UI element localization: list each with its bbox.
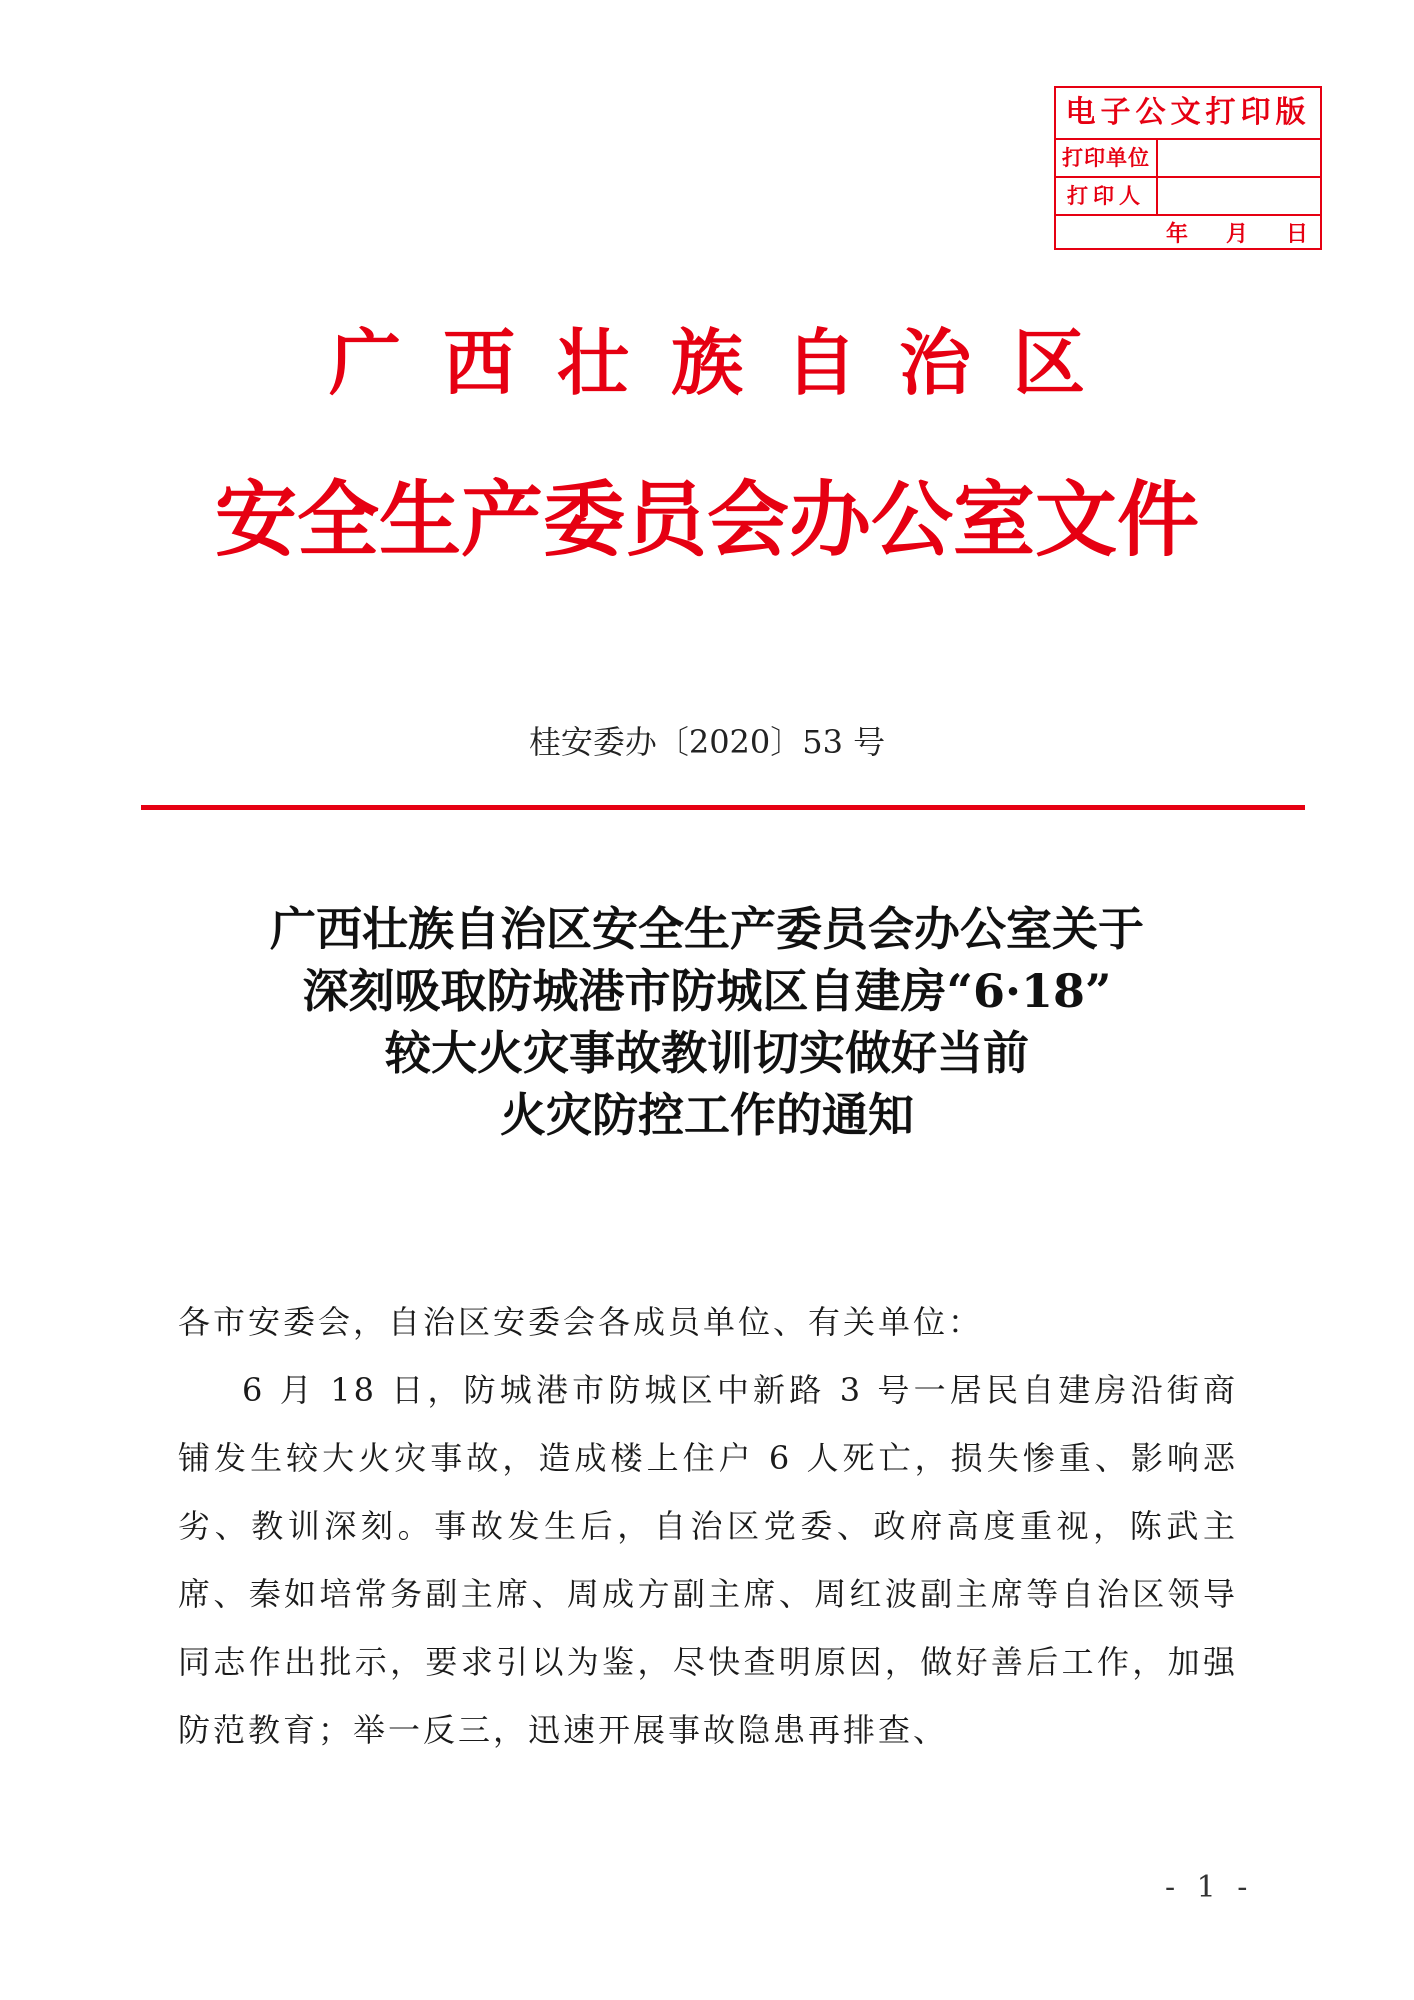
- body-paragraph: 6 月 18 日，防城港市防城区中新路 3 号一居民自建房沿街商铺发生较大火灾事故，造成楼上住户 6 人死亡，损失惨重、影响恶劣、教训深刻。事故发生后，自治区党委、政府高度重视，陈武主席、秦如培常务副主席、周成方副主席、周红波副主席等自治区领导同志作出批示，要求引以为鉴，尽快查明原因，做好善后工作，加强防范教育；举一反三，迅速开展事故隐患再排查、: [178, 1371, 1238, 1749]
- stamp-title: 电子公文打印版: [1056, 88, 1320, 140]
- stamp-year: 年: [1165, 222, 1188, 247]
- title-line: 火灾防控工作的通知: [500, 1088, 914, 1142]
- document-number: 桂安委办〔2020〕53 号: [528, 723, 886, 761]
- stamp-unit-row: [1056, 140, 1320, 178]
- stamp-date: [1056, 216, 1320, 254]
- stamp-person-label: 打印人: [1056, 178, 1158, 214]
- stamp-unit-value: [1158, 140, 1320, 176]
- stamp-person-value: [1158, 178, 1320, 214]
- stamp-month: 月: [1225, 222, 1248, 247]
- title-line: 深刻吸取防城港市防城区自建房“6·18”: [302, 964, 1112, 1018]
- document-title: [0, 898, 1414, 1146]
- stamp-day: 日: [1285, 222, 1308, 247]
- salutation: 各市安委会，自治区安委会各成员单位、有关单位：: [178, 1303, 984, 1341]
- masthead-document-type: 安全生产委员会办公室文件: [214, 472, 1199, 568]
- stamp-person-row: [1056, 178, 1320, 216]
- page-number: - 1 -: [1165, 1870, 1254, 1905]
- print-stamp: [1054, 86, 1322, 250]
- title-line: 广西壮族自治区安全生产委员会办公室关于: [270, 902, 1144, 956]
- title-line: 较大火灾事故教训切实做好当前: [385, 1026, 1029, 1080]
- red-divider: [141, 805, 1305, 810]
- masthead-issuer: 广西壮族自治区: [328, 320, 1127, 405]
- stamp-unit-label: 打印单位: [1056, 140, 1158, 176]
- document-body: [178, 1288, 1238, 1764]
